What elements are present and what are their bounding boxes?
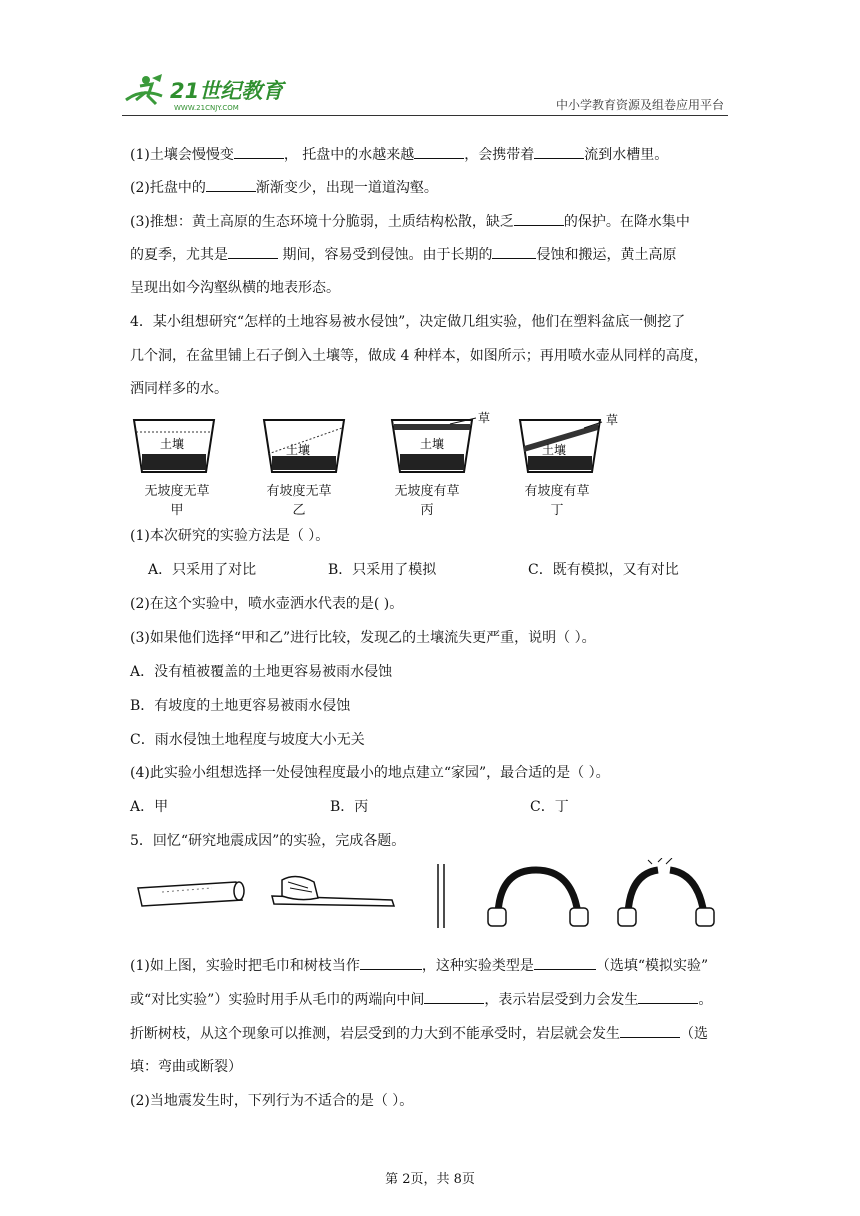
caption-yi: 有坡度无草 乙 <box>266 484 332 518</box>
towel-icon <box>138 882 244 906</box>
q4-sub-3: (3)如果他们选择“甲和乙”进行比较，发现乙的土壤流失更严重，说明（ ）。 <box>130 630 596 646</box>
q3-line-1: (1)土壤会慢慢变 ， 托盘中的水越来越 ，会携带着 流到水槽里。 <box>130 144 730 165</box>
q4-sub-1: (1)本次研究的实验方法是（ ）。 <box>130 528 330 544</box>
q3-line-4: 的夏季，尤其是 期间，容易受到侵蚀。由于长期的 侵蚀和搬运，黄土高原 <box>130 244 730 265</box>
q5-stem: 5．回忆“研究地震成因”的实验，完成各题。 <box>130 833 406 849</box>
option-a: A．甲 <box>130 799 169 815</box>
logo-text: 21世纪教育 <box>170 79 284 103</box>
blank <box>514 211 564 226</box>
blank <box>234 144 284 159</box>
option-b: B．只采用了模拟 <box>328 562 437 578</box>
platform-name: 中小学教育资源及组卷应用平台 <box>555 98 724 112</box>
q4-sub-3-option-a: A．没有植被覆盖的土地更容易被雨水侵蚀 <box>130 664 393 680</box>
soil-label: 土壤 <box>286 443 311 457</box>
grass-label: 草 <box>606 413 619 427</box>
blank <box>620 1023 680 1038</box>
q5-sub-2: (2)当地震发生时，下列行为不适合的是（ ）。 <box>130 1093 414 1109</box>
blank <box>534 955 596 970</box>
option-c: C．丁 <box>530 799 569 815</box>
q4-stem-3: 洒同样多的水。 <box>130 381 228 397</box>
blank <box>638 989 698 1004</box>
q5-sub-1-line-4: 填：弯曲或断裂） <box>130 1059 242 1075</box>
logo-url: WWW.21CNJY.COM <box>174 104 239 112</box>
bent-branch-icon <box>488 870 588 926</box>
sample-pot-ding <box>520 412 618 472</box>
option-b: B．丙 <box>330 799 369 815</box>
caption-jia: 无坡度无草 甲 <box>144 484 210 518</box>
grass-label: 草 <box>478 411 491 425</box>
q4-stem-1: 4．某小组想研究“怎样的土地容易被水侵蚀”，决定做几组实验，他们在塑料盆底一侧挖了 <box>130 314 686 330</box>
page-footer: 第 2页，共 8页 <box>385 1172 475 1187</box>
earthquake-experiment-figure <box>132 858 732 930</box>
soil-label: 土壤 <box>160 437 185 451</box>
blank <box>360 955 422 970</box>
caption-bing: 无坡度有草 丙 <box>394 484 460 518</box>
option-a: A．只采用了对比 <box>148 562 257 578</box>
page-header <box>122 66 728 116</box>
sample-pot-yi <box>264 420 344 472</box>
q5-sub-1-line-2: 或“对比实验”）实验时用手从毛巾的两端向中间 ，表示岩层受到力会发生 。 <box>130 989 730 1010</box>
21cnjy-logo-icon <box>122 70 292 114</box>
sample-pot-bing <box>392 410 490 472</box>
header-rule <box>122 115 728 116</box>
q3-line-3: (3)推想：黄土高原的生态环境十分脆弱，土质结构松散，缺乏 的保护。在降水集中 <box>130 211 730 232</box>
q4-stem-2: 几个洞，在盆里铺上石子倒入土壤等，做成 4 种样本，如图所示；再用喷水壶从同样的高度， <box>130 348 708 364</box>
q4-sub-3-option-b: B．有坡度的土地更容易被雨水侵蚀 <box>130 698 351 714</box>
q5-sub-1-line-3: 折断树枝，从这个现象可以推测，岩层受到的力大到不能承受时，岩层就会发生 （选 <box>130 1023 730 1044</box>
blank <box>492 244 536 259</box>
blank <box>534 144 584 159</box>
blank <box>228 244 278 259</box>
q3-line-5: 呈现出如今沟壑纵横的地表形态。 <box>130 280 340 296</box>
hand-pressing-towel-icon <box>272 876 394 906</box>
blank <box>414 144 464 159</box>
blank <box>424 989 484 1004</box>
q3-line-2: (2)托盘中的 渐渐变少，出现一道道沟壑。 <box>130 177 730 198</box>
soil-label: 土壤 <box>420 437 445 451</box>
q4-sub-4: (4)此实验小组想选择一处侵蚀程度最小的地点建立“家园”，最合适的是（ ）。 <box>130 765 610 781</box>
q4-sub-2: (2)在这个实验中，喷水壶洒水代表的是( )。 <box>130 596 404 612</box>
caption-ding: 有坡度有草 丁 <box>524 484 590 518</box>
option-c: C．既有模拟，又有对比 <box>528 562 679 578</box>
blank <box>206 177 256 192</box>
sample-pot-jia <box>134 420 214 472</box>
broken-branch-icon <box>618 858 714 926</box>
q5-sub-1-line-1: (1)如上图，实验时把毛巾和树枝当作 ，这种实验类型是 （选填“模拟实验” <box>130 955 730 976</box>
q4-sub-3-option-c: C．雨水侵蚀土地程度与坡度大小无关 <box>130 732 365 748</box>
soil-samples-figure <box>132 410 622 480</box>
soil-label: 土壤 <box>542 443 567 457</box>
